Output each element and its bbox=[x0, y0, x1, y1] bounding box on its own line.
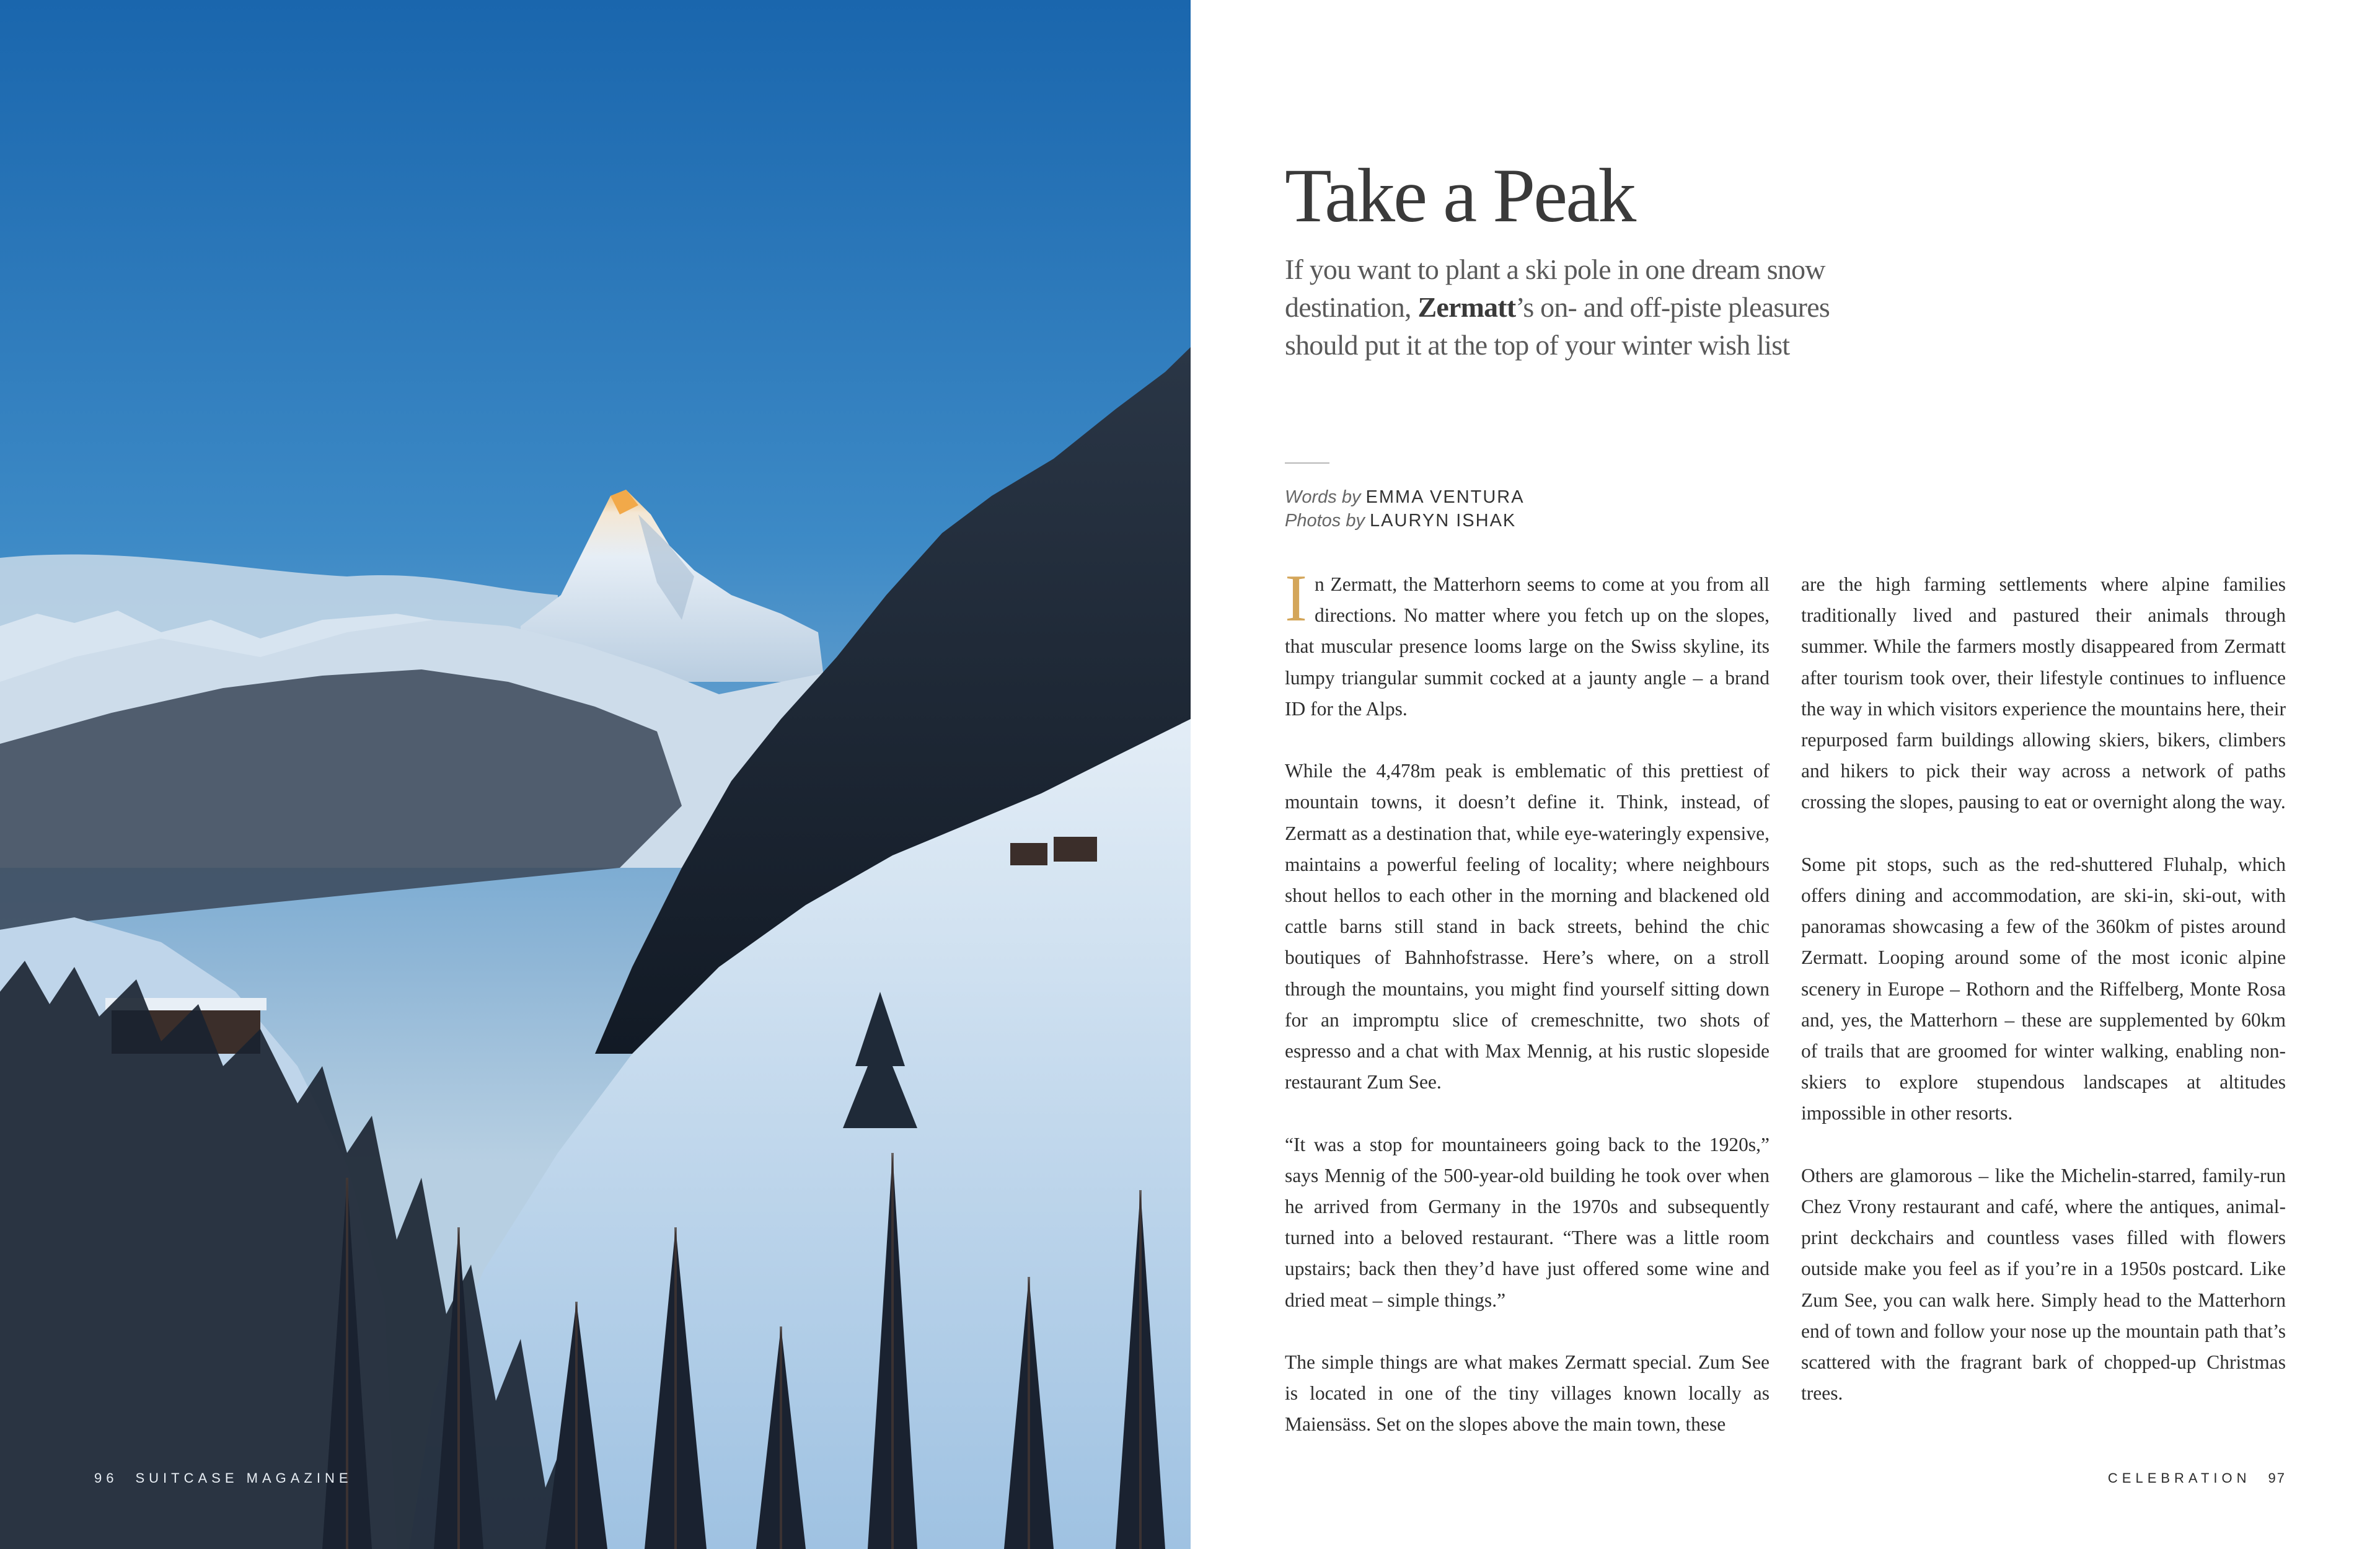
standfirst-text-before: If you want to plant a ski pole in one dream snow destination, bbox=[1285, 254, 1825, 323]
right-folio bbox=[2108, 1470, 2286, 1486]
article-credits bbox=[1285, 485, 1525, 532]
words-author: EMMA VENTURA bbox=[1365, 487, 1525, 507]
section-name: CELEBRATION bbox=[2107, 1470, 2251, 1486]
photos-author: LAURYN ISHAK bbox=[1370, 511, 1517, 531]
standfirst-bold-place: Zermatt bbox=[1417, 291, 1516, 323]
article-title: Take a Peak bbox=[1285, 153, 1635, 238]
right-page-number: 97 bbox=[2268, 1470, 2286, 1486]
left-page-number: 96 bbox=[94, 1470, 118, 1486]
standfirst-text-after: ’s on- and off-piste pleasures should put it at the top of your winter wish list bbox=[1285, 291, 1830, 361]
paragraph-text: n Zermatt, the Matterhorn seems to come at you from all directions. No matter where you fetch up on the slopes, that muscular presence looms large on the Swiss skyline, its lumpy triangular summit cocked at a jaunty angle – a brand ID for the Alps. bbox=[1285, 573, 1770, 720]
body-paragraph: are the high farming settlements where alpine families traditionally lived and pastured their animals through summer. While the farmers mostly disappeared from Zermatt after tourism took over, their lifestyle continues to influence the way in which visitors experience the mountains here, their repurposed farm buildings allowing skiers, bikers, climbers and hikers to pick their way across a network of paths crossing the slopes, pausing to eat or overnight along the way. bbox=[1801, 573, 2286, 813]
words-label: Words by bbox=[1285, 487, 1361, 507]
words-credit bbox=[1285, 485, 1525, 509]
body-paragraph: While the 4,478m peak is emblematic of this prettiest of mountain towns, it doesn’t define it. Think, instead, of Zermatt as a destination that, while eye-wateringly expensive, maintains a powerful feeling of locality; where neighbours shout hellos to each other in the morning and blackened old cattle barns still stand in back streets, behind the chic boutiques of Bahnhofstrasse. Here’s where, on a stroll through the mountains, you might find yourself sitting down for an impromptu slice of cremeschnitte, two shots of espresso and a chat with Max Mennig, at his rustic slopeside restaurant Zum See. bbox=[1285, 760, 1770, 1093]
drop-cap: I bbox=[1285, 562, 1307, 635]
body-paragraph: Others are glamorous – like the Michelin-starred, family-run Chez Vrony restaurant and café, where the antiques, animal-print deckchairs and countless vases filled with flowers outside make you feel as if you’re in a 1950s postcard. Like Zum See, you can walk here. Simply head to the Matterhorn end of town and follow your nose up the mountain path that’s scattered with the fragrant bark of chopped-up Christmas trees. bbox=[1801, 1164, 2286, 1405]
photos-label: Photos by bbox=[1285, 511, 1365, 531]
body-column-2 bbox=[1801, 569, 2286, 1409]
body-column-1 bbox=[1285, 562, 1770, 1441]
left-folio bbox=[94, 1470, 353, 1486]
body-paragraph: Some pit stops, such as the red-shuttered Fluhalp, which offers dining and accommodation, are ski-in, ski-out, with panoramas showcasing a few of the 360km of pistes around Zermatt. Looping around some of the most iconic alpine scenery in Europe – Rothorn and the Riffelberg, Monte Rosa and, yes, the Matterhorn – these are supplemented by 60km of trails that are groomed for winter walking, enabling non-skiers to explore stupendous landscapes at altitudes impossible in other resorts. bbox=[1801, 853, 2286, 1124]
divider-rule bbox=[1285, 462, 1329, 464]
magazine-name: SUITCASE MAGAZINE bbox=[135, 1470, 353, 1486]
body-paragraph: “It was a stop for mountaineers going back to the 1920s,” says Mennig of the 500-year-old building he took over when he arrived from Germany in the 1970s and subsequently turned into a beloved restaurant. “There was a little room upstairs; back then they’d have just offered some wine and dried meat – simple things.” bbox=[1285, 1133, 1770, 1311]
body-paragraph bbox=[1285, 562, 1770, 725]
photos-credit bbox=[1285, 509, 1525, 532]
article-standfirst bbox=[1285, 250, 1892, 364]
body-paragraph: The simple things are what makes Zermatt special. Zum See is located in one of the tiny villages known locally as Maiensäss. Set on the slopes above the main town, these bbox=[1285, 1351, 1770, 1436]
